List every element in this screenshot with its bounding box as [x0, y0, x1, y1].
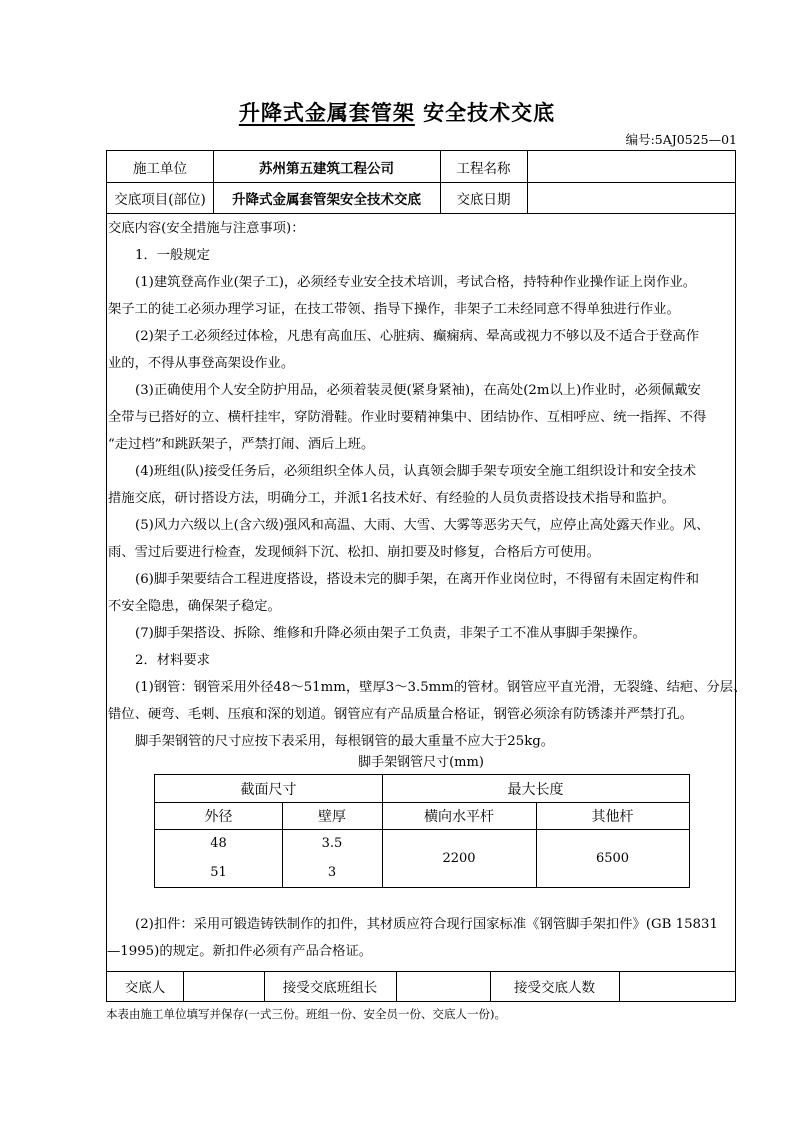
content-line: —1995)的规定。新扣件必须有产品合格证。 [107, 944, 373, 959]
content-line: (7)脚手架搭设、拆除、维修和升降必须由架子工负责，非架子工不准从事脚手架操作。 [135, 626, 646, 641]
recipient-count-label: 接受交底人数 [514, 980, 595, 996]
header-other-bar: 其他杆 [591, 808, 634, 825]
team-leader-label: 接受交底班组长 [282, 980, 378, 996]
content-line: 全带与已搭好的立、横杆挂牢，穿防滑鞋。作业时要精神集中、团结协作、互相呼应、统一指挥、不得 [108, 410, 707, 425]
table-caption: 脚手架钢管尺寸(mm) [358, 755, 484, 770]
content-line: 错位、硬弯、毛刺、压痕和深的划道。钢管应有产品质量合格证，钢管必须涂有防锈漆并严禁打孔。 [108, 707, 694, 722]
content-line: 雨、雪过后要进行检查，发现倾斜下沉、松扣、崩扣要及时修复，合格后方可使用。 [108, 545, 600, 560]
content-line: 交底内容(安全措施与注意事项)： [108, 221, 305, 236]
fastener-content [107, 911, 735, 965]
content-line: 2．材料要求 [135, 653, 210, 668]
content-line: (2)扣件：采用可锻造铸铁制作的扣件，其材质应符合现行国家标准《钢管脚手架扣件》(GB 15831 [135, 917, 718, 932]
team-leader-value [396, 971, 490, 1001]
content-line: (1)钢管：钢管采用外径48～51mm，壁厚3～3.5mm的管材。钢管应平直光滑，无裂缝、结疤、分层、 [135, 680, 747, 695]
unit-value: 苏州第五建筑工程公司 [259, 160, 394, 177]
cell-other-length: 6500 [595, 850, 630, 866]
cell-wall-35: 3.5 [321, 836, 343, 851]
content-line: (6)脚手架要结合工程进度搭设，搭设未完的脚手架，在离开作业岗位时，不得留有未固定构件和 [135, 572, 700, 587]
content-line: (3)正确使用个人安全防护用品，必须着装灵便(紧身紧袖)，在高处(2m以上)作业时，必须佩戴安 [135, 383, 701, 398]
item-label: 交底项目(部位) [114, 191, 206, 208]
content-line: (5)风力六级以上(含六级)强风和高温、大雨、大雪、大雾等恶劣天气，应停止高处露天作业。风、 [135, 518, 710, 533]
header-max-length: 最大长度 [507, 781, 564, 798]
header-outer-diameter: 外径 [204, 808, 233, 825]
cell-outer-48: 48 [210, 836, 227, 851]
footnote: 本表由施工单位填写并保存(一式三份。班组一份、安全员一份、交底人一份)。 [106, 1007, 506, 1021]
divider [107, 213, 735, 214]
content-line: (4)班组(队)接受任务后，必须组织全体人员，认真领会脚手架专项安全施工组织设计和安全技术 [135, 464, 697, 479]
item-value: 升降式金属套管架安全技术交底 [232, 191, 421, 208]
document-title [0, 97, 794, 127]
cell-wall-3: 3 [327, 865, 337, 880]
cell-horizontal-length: 2200 [442, 850, 476, 866]
content-line: “走过档”和跳跃架子，严禁打闹、酒后上班。 [108, 437, 375, 452]
cell-outer-51: 51 [210, 865, 227, 880]
recipient-count-value [619, 971, 735, 1001]
discloser-label: 交底人 [124, 980, 166, 996]
disclosure-content [107, 215, 747, 755]
project-label: 工程名称 [456, 160, 511, 177]
title-part2: 安全技术交底 [423, 100, 556, 125]
document-code: 编号:5AJ0525—01 [625, 132, 737, 147]
content-line: 脚手架钢管的尺寸应按下表采用，每根钢管的最大重量不应大于25kg。 [135, 734, 555, 749]
unit-label: 施工单位 [133, 160, 187, 177]
content-line: 1．一般规定 [135, 248, 210, 263]
content-line: 不安全隐患，确保架子稳定。 [108, 599, 281, 614]
disclosure-form [106, 150, 747, 1002]
project-value [527, 151, 737, 182]
content-line: (2)架子工必须经过体检，凡患有高血压、心脏病、癫痫病、晕高或视力不够以及不适合于登高作 [135, 329, 700, 344]
content-line: (1)建筑登高作业(架子工)，必须经专业安全技术培训，考试合格，持特种作业操作证上岗作业。 [135, 275, 697, 290]
header-horizontal-bar: 横向水平杆 [424, 808, 494, 825]
pipe-size-table [154, 774, 690, 888]
date-value [527, 182, 737, 213]
discloser-value [183, 971, 264, 1001]
header-wall-thickness: 壁厚 [318, 808, 346, 825]
content-line: 措施交底，研讨搭设方法，明确分工，并派1名技术好、有经验的人员负责搭设技术指导和监护。 [108, 491, 675, 506]
content-line: 业的，不得从事登高架设作业。 [108, 356, 295, 371]
content-line: 架子工的徒工必须办理学习证，在技工带领、指导下操作，非架子工未经同意不得单独进行作业。 [108, 302, 680, 317]
title-part1: 升降式金属套管架 [238, 100, 415, 125]
date-label: 交底日期 [456, 191, 511, 208]
header-section-size: 截面尺寸 [240, 781, 297, 798]
